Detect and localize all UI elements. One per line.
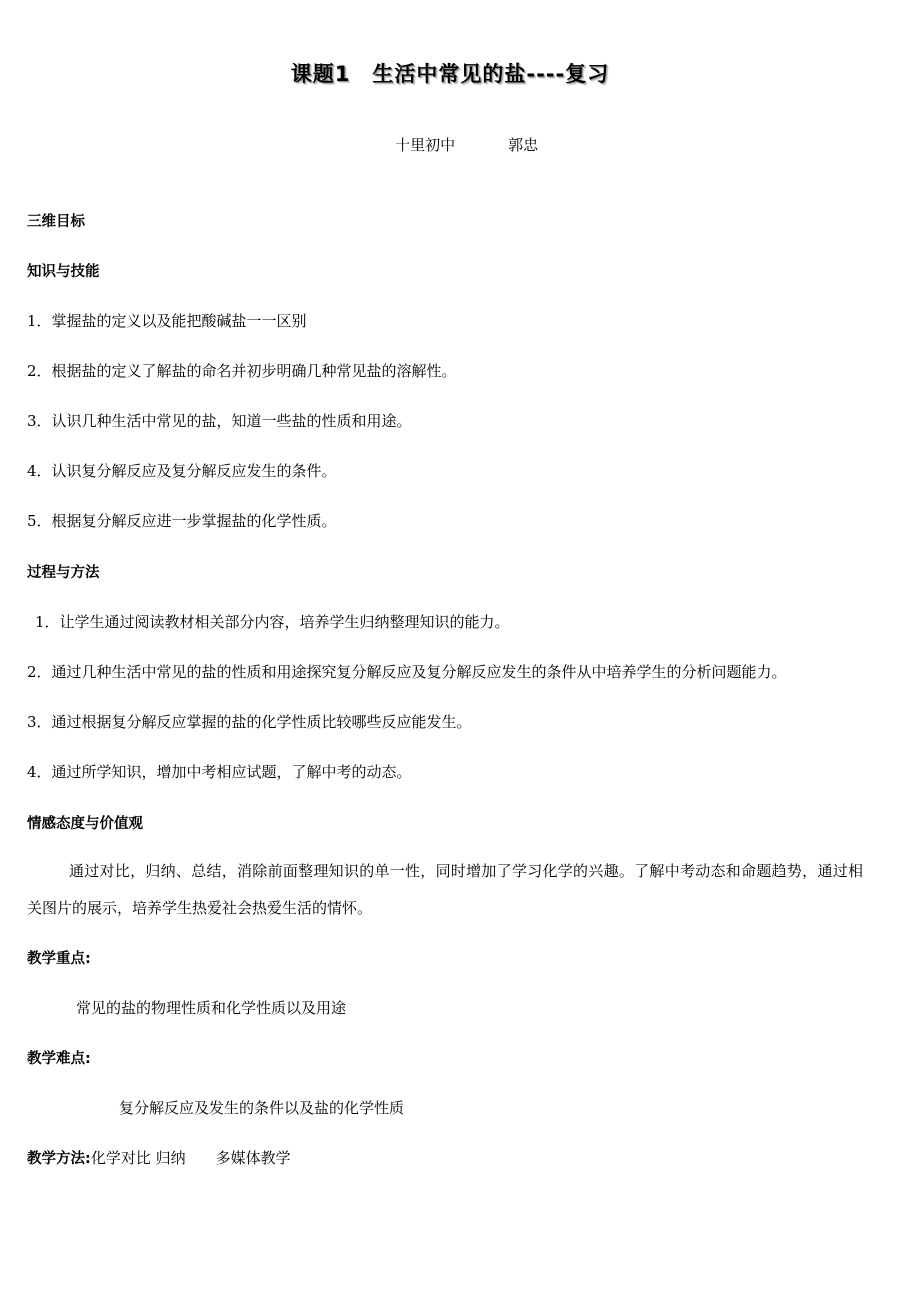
goals-heading: 三维目标 <box>27 214 85 230</box>
knowledge-item: 3．认识几种生活中常见的盐，知道一些盐的性质和用途。 <box>27 412 412 430</box>
author-name: 郭忠 <box>508 136 539 154</box>
page-title: 课题1 生活中常见的盐----复习 <box>290 62 610 86</box>
knowledge-item: 1．掌握盐的定义以及能把酸碱盐一一区别 <box>27 312 307 330</box>
emotion-heading: 情感态度与价值观 <box>27 816 143 832</box>
knowledge-item: 2．根据盐的定义了解盐的命名并初步明确几种常见盐的溶解性。 <box>27 362 457 380</box>
methods-line <box>27 1147 291 1168</box>
knowledge-item: 4．认识复分解反应及复分解反应发生的条件。 <box>27 462 337 480</box>
author-line <box>376 116 538 173</box>
author-school: 十里初中 <box>395 136 456 154</box>
emotion-paragraph: 通过对比，归纳、总结，消除前面整理知识的单一性，同时增加了学习化学的兴趣。了解中考动态和命题趋势，通过相关图片的展示，培养学生热爱社会热爱生活的情怀。 <box>27 862 863 917</box>
process-item: 3．通过根据复分解反应掌握的盐的化学性质比较哪些反应能发生。 <box>27 713 472 731</box>
methods-label: 教学方法: <box>27 1151 91 1167</box>
process-item: 4．通过所学知识，增加中考相应试题，了解中考的动态。 <box>27 763 412 781</box>
difficulties-text: 复分解反应及发生的条件以及盐的化学性质 <box>119 1099 405 1117</box>
process-item: 2．通过几种生活中常见的盐的性质和用途探究复分解反应及复分解反应发生的条件从中培养学生的分析问题能力。 <box>27 663 787 681</box>
process-item: 1．让学生通过阅读教材相关部分内容，培养学生归纳整理知识的能力。 <box>35 613 510 631</box>
knowledge-heading: 知识与技能 <box>27 264 100 280</box>
key-points-text: 常见的盐的物理性质和化学性质以及用途 <box>76 999 347 1017</box>
knowledge-item: 5．根据复分解反应进一步掌握盐的化学性质。 <box>27 512 337 530</box>
process-heading: 过程与方法 <box>27 565 100 581</box>
difficulties-heading: 教学难点: <box>27 1051 91 1067</box>
methods-text: 化学对比 归纳 多媒体教学 <box>90 1149 291 1167</box>
key-points-heading: 教学重点: <box>27 951 91 967</box>
